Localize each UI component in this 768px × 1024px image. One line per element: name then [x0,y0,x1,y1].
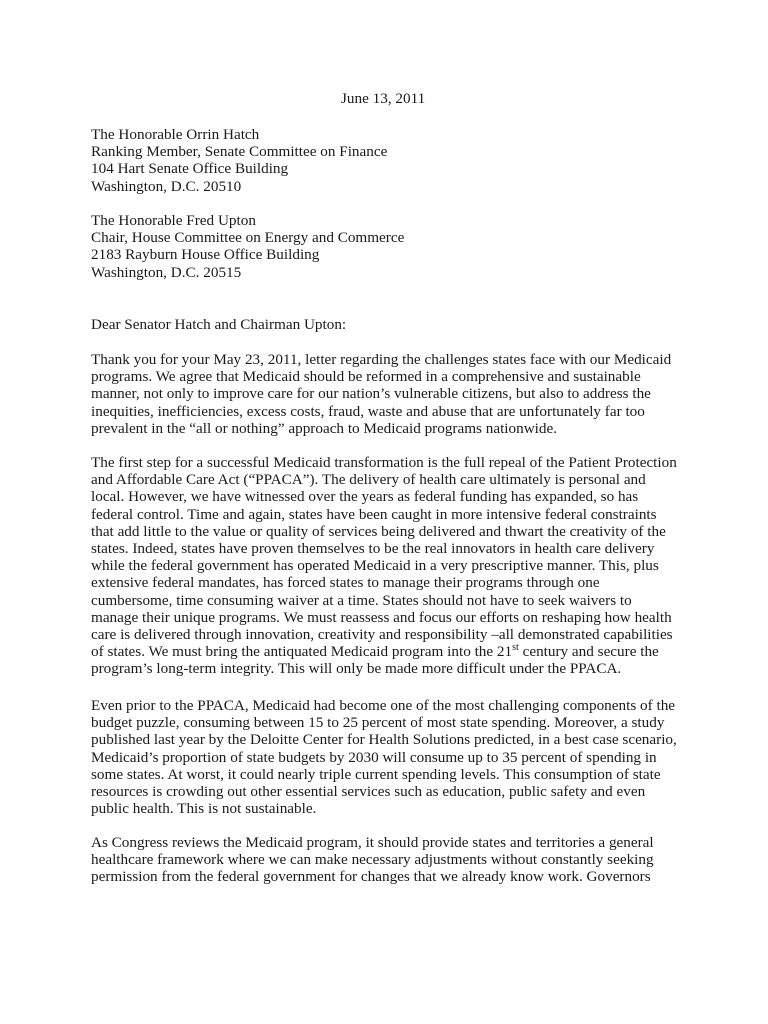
paragraph-line-with-superscript [91,643,706,660]
address-line: 2183 Rayburn House Office Building [91,246,320,264]
paragraph-line: public health. This is not sustainable. [91,800,317,818]
superscript-ordinal: st [512,642,519,654]
paragraph-line: Medicaid’s proportion of state budgets by 2030 will consume up to 35 percent of spending in [91,748,657,766]
paragraph-line: programs. We agree that Medicaid should be reformed in a comprehensive and sustainable [91,368,641,386]
paragraph-line: prevalent in the “all or nothing” approach to Medicaid programs nationwide. [91,419,558,437]
paragraph-line: resources is crowding out other essential services such as education, public safety and even [91,783,646,801]
address-line: Washington, D.C. 20510 [91,177,242,195]
letter-date: June 13, 2011 [341,90,426,107]
paragraph-line: Even prior to the PPACA, Medicaid had become one of the most challenging components of the [91,697,676,714]
line-text-start: of states. We must bring the antiquated Medicaid program into the 21 [91,643,513,661]
paragraph-line: Thank you for your May 23, 2011, letter regarding the challenges states face with our Medicaid [91,351,672,368]
address-line: Ranking Member, Senate Committee on Finance [91,143,388,161]
salutation: Dear Senator Hatch and Chairman Upton: [91,316,347,333]
paragraph-line: states. Indeed, states have proven themselves to be the real innovators in health care delivery [91,540,655,558]
address-line: Chair, House Committee on Energy and Commerce [91,229,405,247]
paragraph-line: budget puzzle, consuming between 15 to 25 percent of most state spending. Moreover, a study [91,714,665,732]
paragraph-line: care is delivered through innovation, creativity and responsibility –all demonstrated capabilities [91,626,673,644]
paragraph-line: cumbersome, time consuming waiver at a time. States should not have to seek waivers to [91,591,632,609]
address-line: 104 Hart Senate Office Building [91,160,289,178]
paragraph-line: local. However, we have witnessed over the years as federal funding has expanded, so has [91,488,639,506]
paragraph-3 [91,697,706,817]
paragraph-line: manner, not only to improve care for our nation’s vulnerable citizens, but also to address the [91,385,651,403]
paragraph-line: inequities, inefficiencies, excess costs, fraud, waste and abuse that are unfortunately far too [91,402,645,420]
line-text-end: century and secure the [518,643,659,661]
address-line: The Honorable Fred Upton [91,212,256,229]
paragraph-line: federal control. Time and again, states have been caught in more intensive federal constraints [91,505,657,523]
paragraph-line: The first step for a successful Medicaid transformation is the full repeal of the Patient Protection [91,454,677,471]
address-line: The Honorable Orrin Hatch [91,126,260,143]
recipient-address-hatch [91,126,706,195]
paragraph-1 [91,351,706,437]
paragraph-line: published last year by the Deloitte Center for Health Solutions predicted, in a best case scenario, [91,731,677,749]
paragraph-line: program’s long-term integrity. This will only be made more difficult under the PPACA. [91,660,622,678]
paragraph-line: some states. At worst, it could nearly triple current spending levels. This consumption of state [91,765,661,783]
paragraph-line: while the federal government has operated Medicaid in a very prescriptive manner. This, plus [91,557,659,575]
paragraph-4 [91,834,706,886]
recipient-address-upton [91,212,706,281]
paragraph-line: healthcare framework where we can make necessary adjustments without constantly seeking [91,851,654,869]
paragraph-2 [91,454,706,678]
paragraph-line: extensive federal mandates, has forced states to manage their programs through one [91,574,600,592]
paragraph-line: As Congress reviews the Medicaid program, it should provide states and territories a general [91,834,654,851]
address-line: Washington, D.C. 20515 [91,263,242,281]
paragraph-line: manage their unique programs. We must reassess and focus our efforts on reshaping how health [91,608,672,626]
paragraph-line: and Affordable Care Act (“PPACA”). The delivery of health care ultimately is personal and [91,471,646,489]
paragraph-line: permission from the federal government for changes that we already know work. Governors [91,868,651,886]
paragraph-line: that add little to the value or quality of services being delivered and thwart the creativity of the [91,522,666,540]
